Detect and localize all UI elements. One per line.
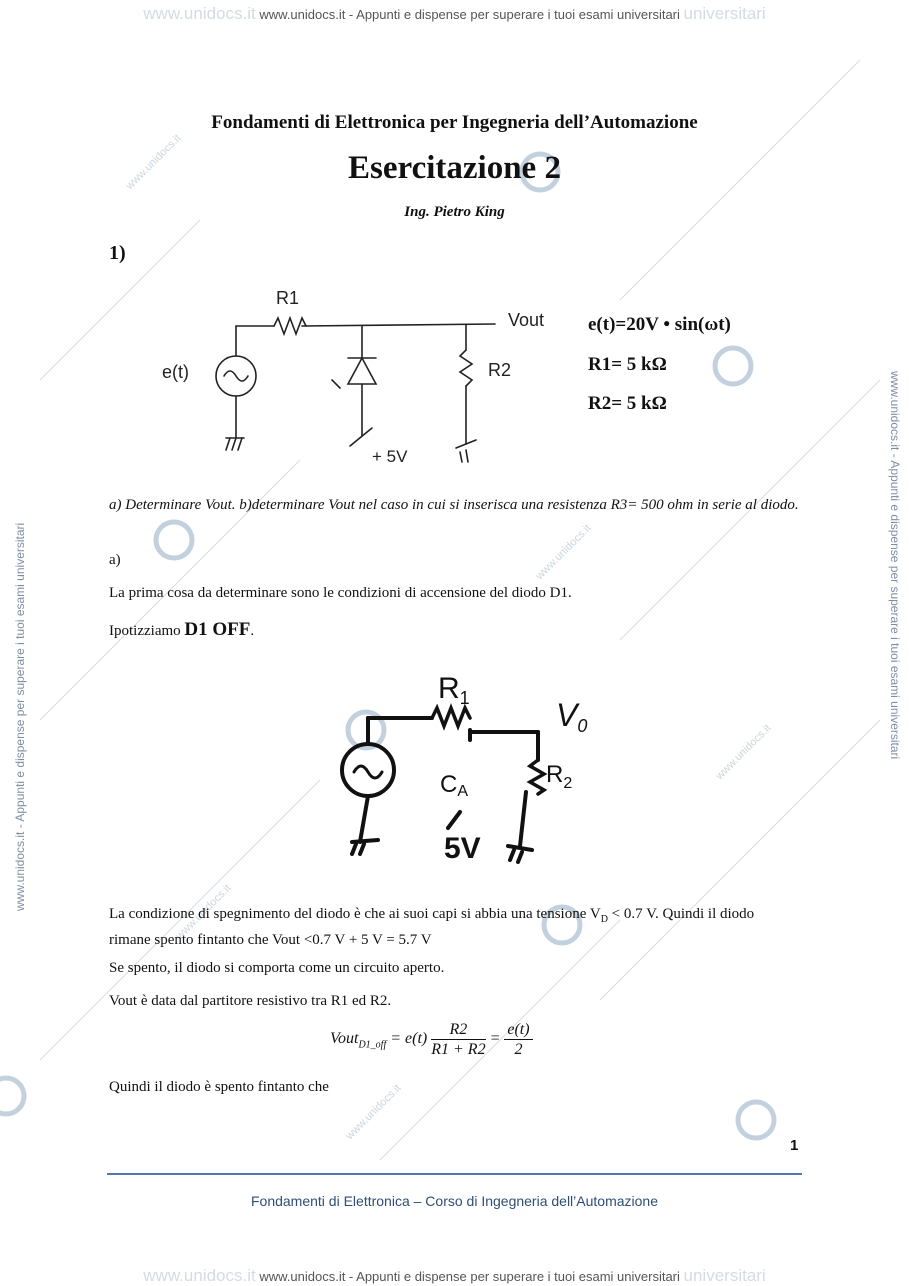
label-ca: CA: [440, 771, 469, 800]
part-a-label: a): [109, 552, 121, 568]
fraction-2: $\frac{e(t)}{2}$: [504, 1020, 532, 1059]
param-r2: R2= 5 kΩ: [588, 393, 667, 414]
course-title: Fondamenti di Elettronica per Ingegneria dell’Automazione: [211, 112, 698, 133]
circuit-diagram-1: [150, 280, 570, 470]
label-v0: V0: [556, 697, 588, 736]
footer-divider: [107, 1173, 802, 1175]
label-source: e(t): [162, 362, 189, 382]
label-r2: R2: [488, 360, 512, 380]
label-r2: $R_2$: [546, 761, 573, 792]
svg-text:www.unidocs.it: www.unidocs.it: [123, 132, 184, 193]
paragraph-1: La prima cosa da determinare sono le condizioni di accensione del diodo D1.: [109, 585, 572, 601]
page-title: Esercitazione 2: [348, 150, 561, 186]
paragraph-6: Quindi il diodo è spento fintanto che: [109, 1079, 329, 1095]
svg-text:www.unidocs.it: www.unidocs.it: [173, 882, 234, 943]
label-supply: + 5V: [372, 447, 408, 466]
svg-text:www.unidocs.it: www.unidocs.it: [343, 1082, 404, 1143]
exercise-number: 1): [109, 242, 126, 264]
watermark-top: www.unidocs.it www.unidocs.it - Appunti e dispense per superare i tuoi esami universitari universitari: [143, 4, 766, 23]
circuit-diagram-2: [320, 668, 600, 868]
watermark-bottom: www.unidocs.it www.unidocs.it - Appunti e dispense per superare i tuoi esami universitari universitari: [143, 1266, 766, 1285]
resistor-r1-icon: [432, 708, 470, 726]
page-number: 1: [790, 1137, 799, 1154]
paragraph-3: La condizione di spegnimento del diodo è che ai suoi capi si abbia una tensione $V_D < 0.7$ V. Quindi il diodo rimane spento fintanto che Vout <0.7 V + 5 V = 5.7 V: [109, 906, 755, 948]
paragraph-5: Vout è data dal partitore resistivo tra R1 ed R2.: [109, 993, 392, 1009]
footer-text: Fondamenti di Elettronica – Corso di Ingegneria dell’Automazione: [250, 1193, 658, 1209]
paragraph-2: Ipotizziamo D1 OFF.: [109, 619, 255, 640]
watermark-left: www.unidocs.it - Appunti e dispense per superare i tuoi esami universitari: [13, 522, 27, 911]
param-r1: R1= 5 kΩ: [588, 354, 667, 375]
label-r1: $R_1$: [438, 672, 470, 708]
formula: Vout$_{D1\_off}$ = e(t) $\frac{R2}{R1 + R2}$ = $\frac{e(t)}{2}$: [330, 1020, 533, 1059]
label-vout: Vout: [508, 310, 545, 330]
param-source: e(t)=20V • sin(ωt): [588, 314, 731, 335]
watermark-right: www.unidocs.it - Appunti e dispense per superare i tuoi esami universitari: [888, 371, 902, 760]
svg-text:www.unidocs.it: www.unidocs.it: [533, 522, 594, 583]
question-text: a) Determinare Vout. b)determinare Vout nel caso in cui si inserisca una resistenza R3= 500 ohm in serie al diodo.: [109, 497, 799, 513]
paragraph-4: Se spento, il diodo si comporta come un circuito aperto.: [109, 960, 445, 976]
label-supply: 5V: [444, 832, 481, 865]
resistor-r2-icon: [460, 350, 472, 386]
resistor-r2-icon: [530, 760, 544, 794]
diode-icon: [348, 358, 376, 384]
label-r1: R1: [276, 288, 300, 308]
author: Ing. Pietro King: [404, 204, 505, 220]
fraction-1: $\frac{R2}{R1 + R2}$: [431, 1021, 486, 1058]
svg-text:www.unidocs.it: www.unidocs.it: [713, 722, 774, 783]
